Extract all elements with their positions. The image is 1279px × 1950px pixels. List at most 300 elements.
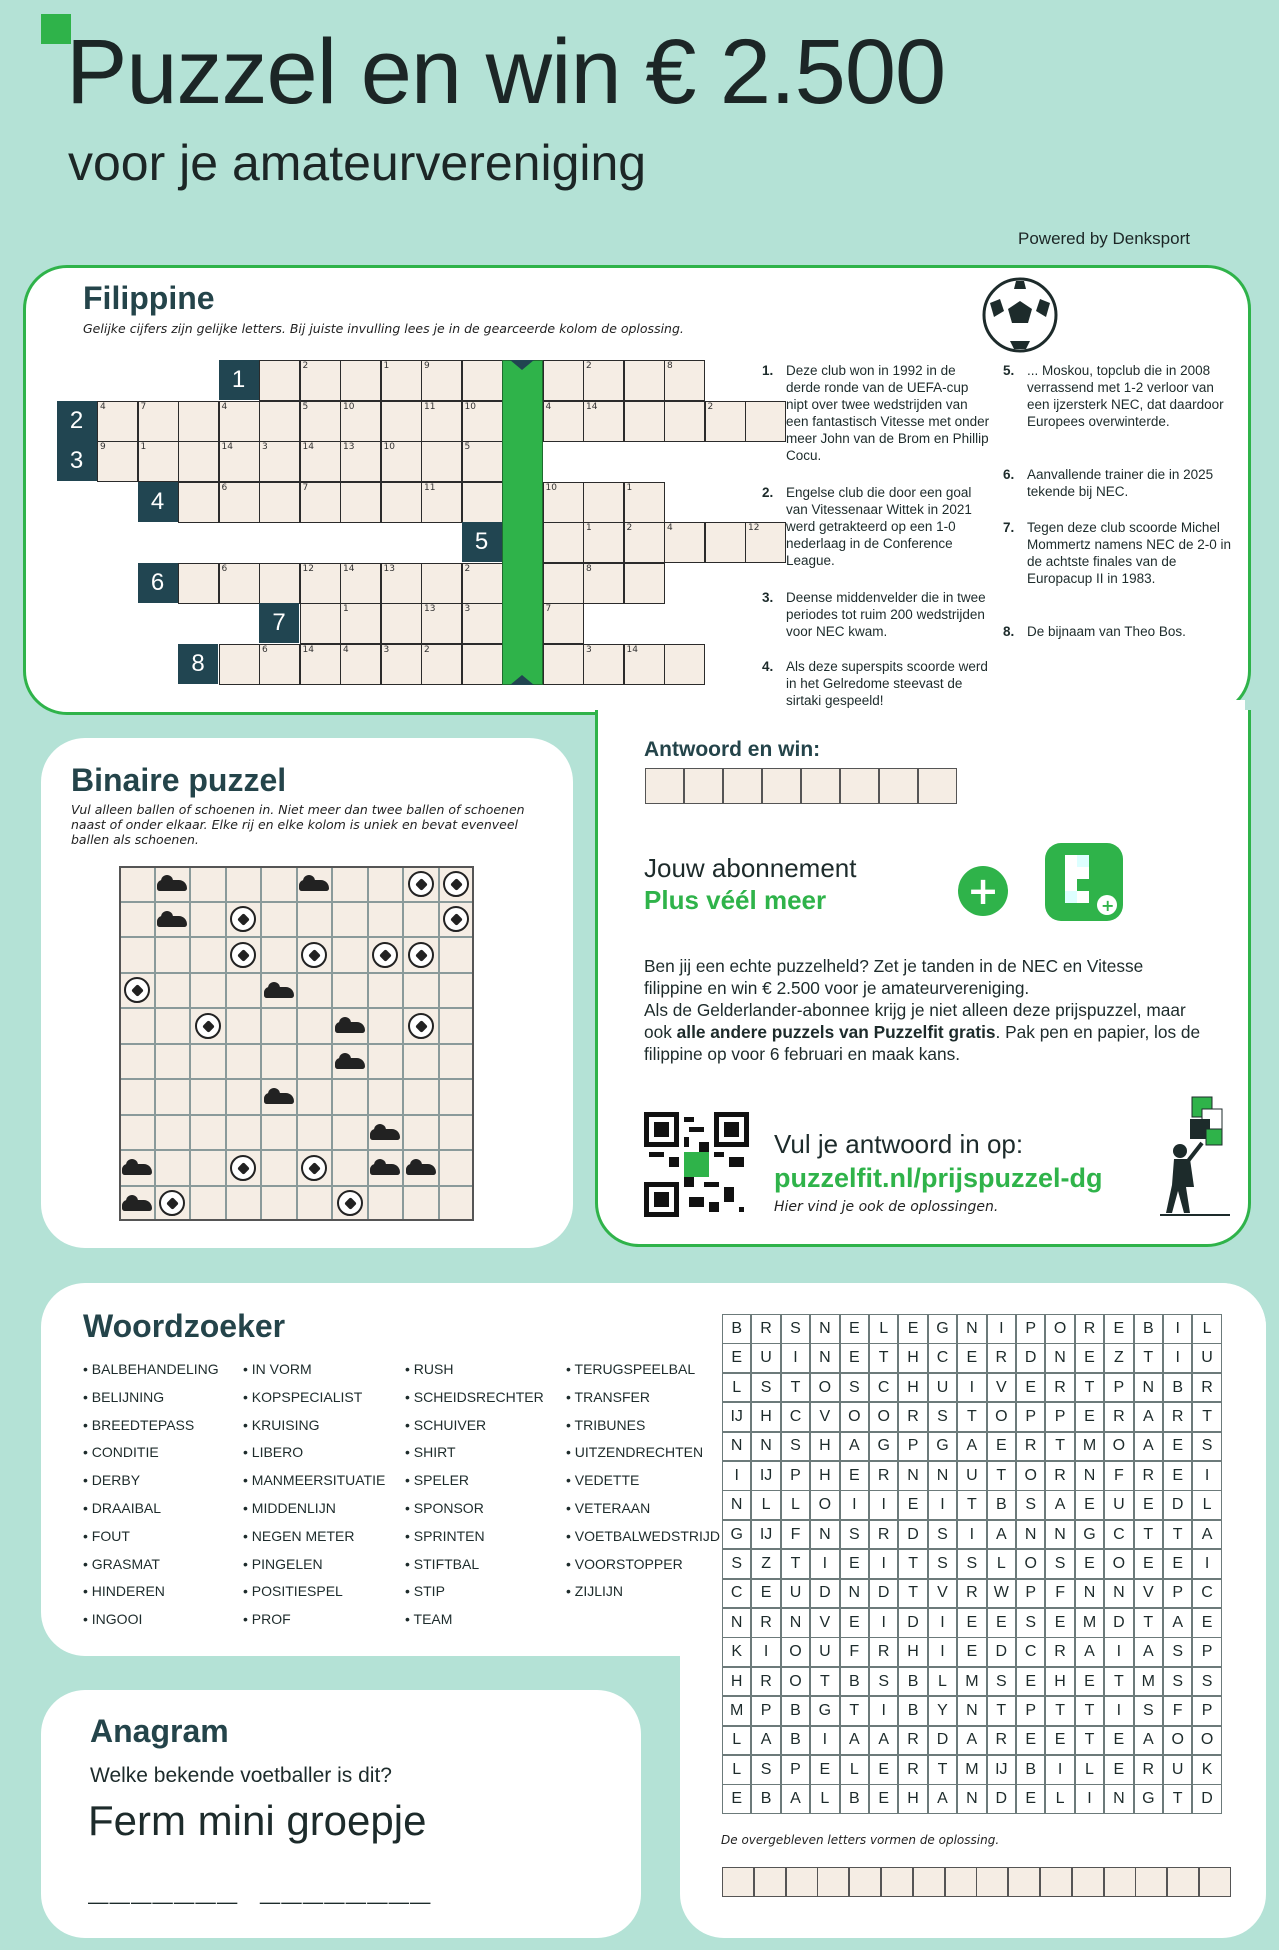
grid-letter[interactable]: S	[928, 1402, 957, 1432]
grid-letter[interactable]: O	[1045, 1314, 1074, 1344]
grid-letter[interactable]: C	[1016, 1637, 1045, 1667]
solution-box[interactable]	[1135, 1867, 1167, 1897]
filippine-cell[interactable]	[664, 360, 705, 401]
grid-letter[interactable]: R	[1163, 1402, 1192, 1432]
filippine-cell[interactable]	[381, 482, 422, 523]
grid-letter[interactable]: IJ	[751, 1520, 780, 1550]
filippine-cell[interactable]	[624, 522, 665, 563]
grid-letter[interactable]: S	[869, 1667, 898, 1697]
grid-letter[interactable]: M	[1075, 1608, 1104, 1638]
filippine-cell[interactable]	[543, 644, 584, 685]
grid-letter[interactable]: L	[810, 1784, 839, 1814]
filippine-cell[interactable]	[219, 563, 260, 604]
filippine-cell[interactable]	[219, 441, 260, 482]
grid-letter[interactable]: P	[1016, 1579, 1045, 1609]
grid-letter[interactable]: B	[781, 1726, 810, 1756]
grid-letter[interactable]: U	[957, 1461, 986, 1491]
grid-letter[interactable]: P	[1045, 1402, 1074, 1432]
grid-letter[interactable]: E	[1163, 1461, 1192, 1491]
grid-letter[interactable]: A	[1134, 1726, 1163, 1756]
grid-letter[interactable]: E	[840, 1608, 869, 1638]
grid-letter[interactable]: C	[781, 1402, 810, 1432]
grid-letter[interactable]: E	[1075, 1490, 1104, 1520]
grid-letter[interactable]: I	[1192, 1461, 1221, 1491]
grid-letter[interactable]: I	[869, 1549, 898, 1579]
grid-letter[interactable]: L	[751, 1490, 780, 1520]
grid-letter[interactable]: M	[1134, 1667, 1163, 1697]
grid-letter[interactable]: N	[1045, 1343, 1074, 1373]
solution-box[interactable]	[945, 1867, 977, 1897]
grid-letter[interactable]: P	[1016, 1696, 1045, 1726]
grid-letter[interactable]: I	[928, 1637, 957, 1667]
grid-letter[interactable]: B	[1134, 1314, 1163, 1344]
filippine-cell[interactable]	[421, 441, 462, 482]
grid-letter[interactable]: P	[898, 1432, 927, 1462]
grid-letter[interactable]: B	[987, 1490, 1016, 1520]
grid-letter[interactable]: T	[1192, 1402, 1221, 1432]
cta-url[interactable]: puzzelfit.nl/prijspuzzel-dg	[774, 1163, 1103, 1193]
grid-letter[interactable]: A	[957, 1726, 986, 1756]
filippine-cell[interactable]	[300, 603, 341, 644]
grid-letter[interactable]: T	[869, 1343, 898, 1373]
grid-letter[interactable]: B	[722, 1314, 751, 1344]
grid-letter[interactable]: N	[751, 1432, 780, 1462]
grid-letter[interactable]: C	[869, 1373, 898, 1403]
grid-letter[interactable]: B	[840, 1667, 869, 1697]
grid-letter[interactable]: S	[751, 1755, 780, 1785]
filippine-cell[interactable]	[462, 603, 503, 644]
grid-letter[interactable]: A	[869, 1726, 898, 1756]
grid-letter[interactable]: U	[810, 1637, 839, 1667]
filippine-cell[interactable]	[97, 401, 138, 442]
solution-box[interactable]	[849, 1867, 881, 1897]
grid-letter[interactable]: I	[840, 1490, 869, 1520]
grid-letter[interactable]: U	[1192, 1343, 1221, 1373]
solution-box[interactable]	[976, 1867, 1008, 1897]
grid-letter[interactable]: R	[1045, 1461, 1074, 1491]
grid-letter[interactable]: S	[1045, 1549, 1074, 1579]
grid-letter[interactable]: E	[840, 1314, 869, 1344]
grid-letter[interactable]: A	[1163, 1608, 1192, 1638]
filippine-cell[interactable]	[543, 563, 584, 604]
grid-letter[interactable]: R	[898, 1755, 927, 1785]
grid-letter[interactable]: F	[840, 1637, 869, 1667]
filippine-cell[interactable]	[300, 441, 341, 482]
grid-letter[interactable]: O	[1192, 1726, 1221, 1756]
filippine-cell[interactable]	[300, 563, 341, 604]
solution-box[interactable]	[1040, 1867, 1072, 1897]
grid-letter[interactable]: E	[1104, 1314, 1133, 1344]
grid-letter[interactable]: D	[1192, 1784, 1221, 1814]
grid-letter[interactable]: I	[810, 1549, 839, 1579]
grid-letter[interactable]: P	[1016, 1402, 1045, 1432]
grid-letter[interactable]: D	[869, 1579, 898, 1609]
answer-box[interactable]	[879, 768, 918, 804]
grid-letter[interactable]: P	[781, 1461, 810, 1491]
grid-letter[interactable]: E	[869, 1755, 898, 1785]
grid-letter[interactable]: M	[957, 1667, 986, 1697]
filippine-cell[interactable]	[543, 522, 584, 563]
grid-letter[interactable]: K	[1192, 1755, 1221, 1785]
grid-letter[interactable]: E	[957, 1637, 986, 1667]
grid-letter[interactable]: D	[1016, 1343, 1045, 1373]
grid-letter[interactable]: K	[722, 1637, 751, 1667]
grid-letter[interactable]: IJ	[751, 1461, 780, 1491]
filippine-cell[interactable]	[300, 482, 341, 523]
grid-letter[interactable]: D	[928, 1726, 957, 1756]
grid-letter[interactable]: I	[869, 1696, 898, 1726]
grid-letter[interactable]: L	[1045, 1784, 1074, 1814]
grid-letter[interactable]: R	[1045, 1373, 1074, 1403]
grid-letter[interactable]: I	[1163, 1314, 1192, 1344]
grid-letter[interactable]: T	[1075, 1373, 1104, 1403]
grid-letter[interactable]: S	[1192, 1432, 1221, 1462]
grid-letter[interactable]: T	[1075, 1696, 1104, 1726]
filippine-cell[interactable]	[178, 401, 219, 442]
grid-letter[interactable]: T	[957, 1402, 986, 1432]
grid-letter[interactable]: I	[1045, 1755, 1074, 1785]
grid-letter[interactable]: A	[1192, 1520, 1221, 1550]
grid-letter[interactable]: S	[987, 1667, 1016, 1697]
grid-letter[interactable]: M	[957, 1755, 986, 1785]
solution-box[interactable]	[881, 1867, 913, 1897]
grid-letter[interactable]: T	[1134, 1608, 1163, 1638]
grid-letter[interactable]: T	[987, 1461, 1016, 1491]
grid-letter[interactable]: P	[1192, 1696, 1221, 1726]
grid-letter[interactable]: U	[781, 1579, 810, 1609]
grid-letter[interactable]: S	[751, 1373, 780, 1403]
grid-letter[interactable]: I	[957, 1373, 986, 1403]
solution-box[interactable]	[722, 1867, 754, 1897]
grid-letter[interactable]: R	[869, 1520, 898, 1550]
solution-column[interactable]	[502, 360, 543, 685]
grid-letter[interactable]: R	[869, 1637, 898, 1667]
grid-letter[interactable]: C	[928, 1343, 957, 1373]
grid-letter[interactable]: G	[869, 1432, 898, 1462]
grid-letter[interactable]: Z	[1104, 1343, 1133, 1373]
grid-letter[interactable]: V	[928, 1579, 957, 1609]
filippine-cell[interactable]	[462, 401, 503, 442]
filippine-cell[interactable]	[259, 482, 300, 523]
grid-letter[interactable]: L	[987, 1549, 1016, 1579]
grid-letter[interactable]: B	[781, 1696, 810, 1726]
grid-letter[interactable]: H	[810, 1432, 839, 1462]
grid-letter[interactable]: D	[1104, 1608, 1133, 1638]
filippine-cell[interactable]	[624, 360, 665, 401]
grid-letter[interactable]: S	[840, 1520, 869, 1550]
grid-letter[interactable]: T	[928, 1755, 957, 1785]
grid-letter[interactable]: A	[751, 1726, 780, 1756]
grid-letter[interactable]: G	[928, 1314, 957, 1344]
filippine-cell[interactable]	[178, 563, 219, 604]
grid-letter[interactable]: N	[1016, 1520, 1045, 1550]
grid-letter[interactable]: P	[1016, 1314, 1045, 1344]
grid-letter[interactable]: R	[1134, 1755, 1163, 1785]
filippine-cell[interactable]	[543, 360, 584, 401]
grid-letter[interactable]: H	[1045, 1667, 1074, 1697]
filippine-cell[interactable]	[178, 441, 219, 482]
grid-letter[interactable]: W	[987, 1579, 1016, 1609]
grid-letter[interactable]: E	[1134, 1549, 1163, 1579]
grid-letter[interactable]: T	[1045, 1696, 1074, 1726]
grid-letter[interactable]: N	[1104, 1784, 1133, 1814]
solution-box[interactable]	[786, 1867, 818, 1897]
grid-letter[interactable]: I	[781, 1343, 810, 1373]
grid-letter[interactable]: T	[957, 1490, 986, 1520]
grid-letter[interactable]: B	[898, 1667, 927, 1697]
grid-letter[interactable]: M	[722, 1696, 751, 1726]
grid-letter[interactable]: E	[1192, 1608, 1221, 1638]
grid-letter[interactable]: L	[869, 1314, 898, 1344]
grid-letter[interactable]: Y	[928, 1696, 957, 1726]
grid-letter[interactable]: I	[957, 1520, 986, 1550]
grid-letter[interactable]: V	[987, 1373, 1016, 1403]
grid-letter[interactable]: N	[810, 1343, 839, 1373]
grid-letter[interactable]: E	[810, 1755, 839, 1785]
grid-letter[interactable]: U	[751, 1343, 780, 1373]
grid-letter[interactable]: T	[840, 1696, 869, 1726]
filippine-cell[interactable]	[300, 360, 341, 401]
grid-letter[interactable]: E	[1075, 1667, 1104, 1697]
filippine-cell[interactable]	[583, 360, 624, 401]
grid-letter[interactable]: T	[1134, 1343, 1163, 1373]
filippine-cell[interactable]	[462, 644, 503, 685]
grid-letter[interactable]: V	[1134, 1579, 1163, 1609]
grid-letter[interactable]: I	[1163, 1343, 1192, 1373]
grid-letter[interactable]: E	[1016, 1373, 1045, 1403]
anagram-blanks[interactable]: _______ ________	[88, 1865, 432, 1905]
grid-letter[interactable]: L	[1192, 1314, 1221, 1344]
filippine-cell[interactable]	[624, 644, 665, 685]
grid-letter[interactable]: O	[987, 1402, 1016, 1432]
grid-letter[interactable]: F	[1163, 1696, 1192, 1726]
filippine-cell[interactable]	[219, 482, 260, 523]
filippine-cell[interactable]	[340, 563, 381, 604]
grid-letter[interactable]: R	[751, 1667, 780, 1697]
answer-box[interactable]	[918, 768, 957, 804]
grid-letter[interactable]: S	[840, 1373, 869, 1403]
filippine-cell[interactable]	[462, 482, 503, 523]
filippine-cell[interactable]	[300, 644, 341, 685]
grid-letter[interactable]: O	[1163, 1726, 1192, 1756]
solution-box[interactable]	[817, 1867, 849, 1897]
grid-letter[interactable]: O	[869, 1402, 898, 1432]
filippine-cell[interactable]	[340, 644, 381, 685]
grid-letter[interactable]: E	[1016, 1784, 1045, 1814]
grid-letter[interactable]: O	[1016, 1461, 1045, 1491]
grid-letter[interactable]: I	[1104, 1637, 1133, 1667]
grid-letter[interactable]: E	[722, 1343, 751, 1373]
grid-letter[interactable]: A	[781, 1784, 810, 1814]
grid-letter[interactable]: S	[928, 1520, 957, 1550]
grid-letter[interactable]: A	[987, 1520, 1016, 1550]
grid-letter[interactable]: E	[751, 1579, 780, 1609]
grid-letter[interactable]: A	[1134, 1402, 1163, 1432]
grid-letter[interactable]: I	[1104, 1696, 1133, 1726]
filippine-cell[interactable]	[421, 360, 462, 401]
grid-letter[interactable]: G	[928, 1432, 957, 1462]
filippine-cell[interactable]	[462, 563, 503, 604]
grid-letter[interactable]: I	[722, 1461, 751, 1491]
grid-letter[interactable]: A	[1075, 1637, 1104, 1667]
grid-letter[interactable]: S	[928, 1549, 957, 1579]
grid-letter[interactable]: E	[1075, 1402, 1104, 1432]
grid-letter[interactable]: U	[928, 1373, 957, 1403]
grid-letter[interactable]: T	[1163, 1520, 1192, 1550]
answer-box[interactable]	[645, 768, 684, 804]
grid-letter[interactable]: G	[722, 1520, 751, 1550]
filippine-cell[interactable]	[421, 482, 462, 523]
grid-letter[interactable]: T	[1163, 1784, 1192, 1814]
grid-letter[interactable]: S	[722, 1549, 751, 1579]
grid-letter[interactable]: E	[1104, 1755, 1133, 1785]
grid-letter[interactable]: L	[1075, 1755, 1104, 1785]
grid-letter[interactable]: A	[840, 1726, 869, 1756]
grid-letter[interactable]: D	[898, 1520, 927, 1550]
grid-letter[interactable]: G	[1075, 1520, 1104, 1550]
filippine-cell[interactable]	[421, 563, 462, 604]
filippine-cell[interactable]	[300, 401, 341, 442]
solution-box[interactable]	[1167, 1867, 1199, 1897]
grid-letter[interactable]: E	[987, 1432, 1016, 1462]
grid-letter[interactable]: L	[781, 1490, 810, 1520]
filippine-cell[interactable]	[97, 441, 138, 482]
grid-letter[interactable]: U	[1104, 1490, 1133, 1520]
grid-letter[interactable]: N	[722, 1608, 751, 1638]
grid-letter[interactable]: E	[957, 1343, 986, 1373]
grid-letter[interactable]: L	[722, 1373, 751, 1403]
grid-letter[interactable]: P	[751, 1696, 780, 1726]
grid-letter[interactable]: C	[722, 1579, 751, 1609]
grid-letter[interactable]: V	[810, 1402, 839, 1432]
grid-letter[interactable]: P	[1104, 1373, 1133, 1403]
grid-letter[interactable]: S	[1134, 1696, 1163, 1726]
filippine-cell[interactable]	[624, 401, 665, 442]
solution-box[interactable]	[1008, 1867, 1040, 1897]
filippine-cell[interactable]	[381, 401, 422, 442]
grid-letter[interactable]: B	[898, 1696, 927, 1726]
grid-letter[interactable]: D	[987, 1637, 1016, 1667]
filippine-cell[interactable]	[178, 482, 219, 523]
grid-letter[interactable]: H	[722, 1667, 751, 1697]
grid-letter[interactable]: A	[957, 1432, 986, 1462]
grid-letter[interactable]: G	[1134, 1784, 1163, 1814]
grid-letter[interactable]: D	[1163, 1490, 1192, 1520]
grid-letter[interactable]: D	[898, 1608, 927, 1638]
answer-box[interactable]	[684, 768, 723, 804]
filippine-cell[interactable]	[583, 644, 624, 685]
answer-box[interactable]	[762, 768, 801, 804]
filippine-cell[interactable]	[340, 482, 381, 523]
grid-letter[interactable]: P	[781, 1755, 810, 1785]
grid-letter[interactable]: E	[1075, 1343, 1104, 1373]
solution-box[interactable]	[913, 1867, 945, 1897]
grid-letter[interactable]: S	[781, 1432, 810, 1462]
grid-letter[interactable]: T	[987, 1696, 1016, 1726]
grid-letter[interactable]: E	[840, 1549, 869, 1579]
grid-letter[interactable]: E	[1045, 1726, 1074, 1756]
answer-box[interactable]	[840, 768, 879, 804]
filippine-cell[interactable]	[664, 644, 705, 685]
filippine-cell[interactable]	[543, 603, 584, 644]
filippine-cell[interactable]	[259, 563, 300, 604]
grid-letter[interactable]: O	[810, 1373, 839, 1403]
filippine-cell[interactable]	[259, 441, 300, 482]
grid-letter[interactable]: O	[1104, 1432, 1133, 1462]
grid-letter[interactable]: O	[781, 1667, 810, 1697]
grid-letter[interactable]: L	[722, 1755, 751, 1785]
filippine-cell[interactable]	[340, 360, 381, 401]
grid-letter[interactable]: C	[1192, 1579, 1221, 1609]
grid-letter[interactable]: R	[898, 1402, 927, 1432]
grid-letter[interactable]: G	[810, 1696, 839, 1726]
grid-letter[interactable]: S	[1163, 1667, 1192, 1697]
grid-letter[interactable]: H	[810, 1461, 839, 1491]
answer-box[interactable]	[723, 768, 762, 804]
grid-letter[interactable]: R	[869, 1461, 898, 1491]
grid-letter[interactable]: N	[810, 1520, 839, 1550]
grid-letter[interactable]: N	[1075, 1461, 1104, 1491]
grid-letter[interactable]: I	[928, 1490, 957, 1520]
grid-letter[interactable]: N	[957, 1784, 986, 1814]
filippine-cell[interactable]	[219, 401, 260, 442]
filippine-cell[interactable]	[462, 441, 503, 482]
grid-letter[interactable]: T	[1104, 1667, 1133, 1697]
filippine-cell[interactable]	[259, 644, 300, 685]
grid-letter[interactable]: E	[840, 1461, 869, 1491]
filippine-cell[interactable]	[381, 441, 422, 482]
grid-letter[interactable]: N	[957, 1696, 986, 1726]
filippine-cell[interactable]	[340, 441, 381, 482]
grid-letter[interactable]: R	[1016, 1432, 1045, 1462]
grid-letter[interactable]: O	[810, 1490, 839, 1520]
filippine-cell[interactable]	[583, 563, 624, 604]
grid-letter[interactable]: A	[1045, 1490, 1074, 1520]
grid-letter[interactable]: E	[722, 1784, 751, 1814]
grid-letter[interactable]: T	[1134, 1520, 1163, 1550]
filippine-cell[interactable]	[259, 401, 300, 442]
grid-letter[interactable]: B	[751, 1784, 780, 1814]
grid-letter[interactable]: E	[1134, 1490, 1163, 1520]
grid-letter[interactable]: E	[1163, 1432, 1192, 1462]
grid-letter[interactable]: E	[898, 1314, 927, 1344]
grid-letter[interactable]: B	[840, 1784, 869, 1814]
grid-letter[interactable]: B	[1163, 1373, 1192, 1403]
grid-letter[interactable]: IJ	[722, 1402, 751, 1432]
grid-letter[interactable]: N	[781, 1608, 810, 1638]
grid-letter[interactable]: R	[987, 1343, 1016, 1373]
filippine-cell[interactable]	[421, 401, 462, 442]
grid-letter[interactable]: R	[1192, 1373, 1221, 1403]
filippine-cell[interactable]	[624, 482, 665, 523]
grid-letter[interactable]: N	[810, 1314, 839, 1344]
grid-letter[interactable]: E	[1163, 1549, 1192, 1579]
grid-letter[interactable]: I	[1075, 1784, 1104, 1814]
grid-letter[interactable]: A	[840, 1432, 869, 1462]
filippine-cell[interactable]	[624, 563, 665, 604]
grid-letter[interactable]: T	[1045, 1432, 1074, 1462]
grid-letter[interactable]: L	[722, 1726, 751, 1756]
grid-letter[interactable]: D	[987, 1784, 1016, 1814]
qr-code[interactable]	[644, 1112, 749, 1217]
grid-letter[interactable]: E	[1016, 1726, 1045, 1756]
grid-letter[interactable]: T	[781, 1549, 810, 1579]
grid-letter[interactable]: T	[898, 1549, 927, 1579]
grid-letter[interactable]: E	[898, 1490, 927, 1520]
grid-letter[interactable]: S	[1163, 1637, 1192, 1667]
grid-letter[interactable]: N	[957, 1314, 986, 1344]
grid-letter[interactable]: N	[722, 1490, 751, 1520]
